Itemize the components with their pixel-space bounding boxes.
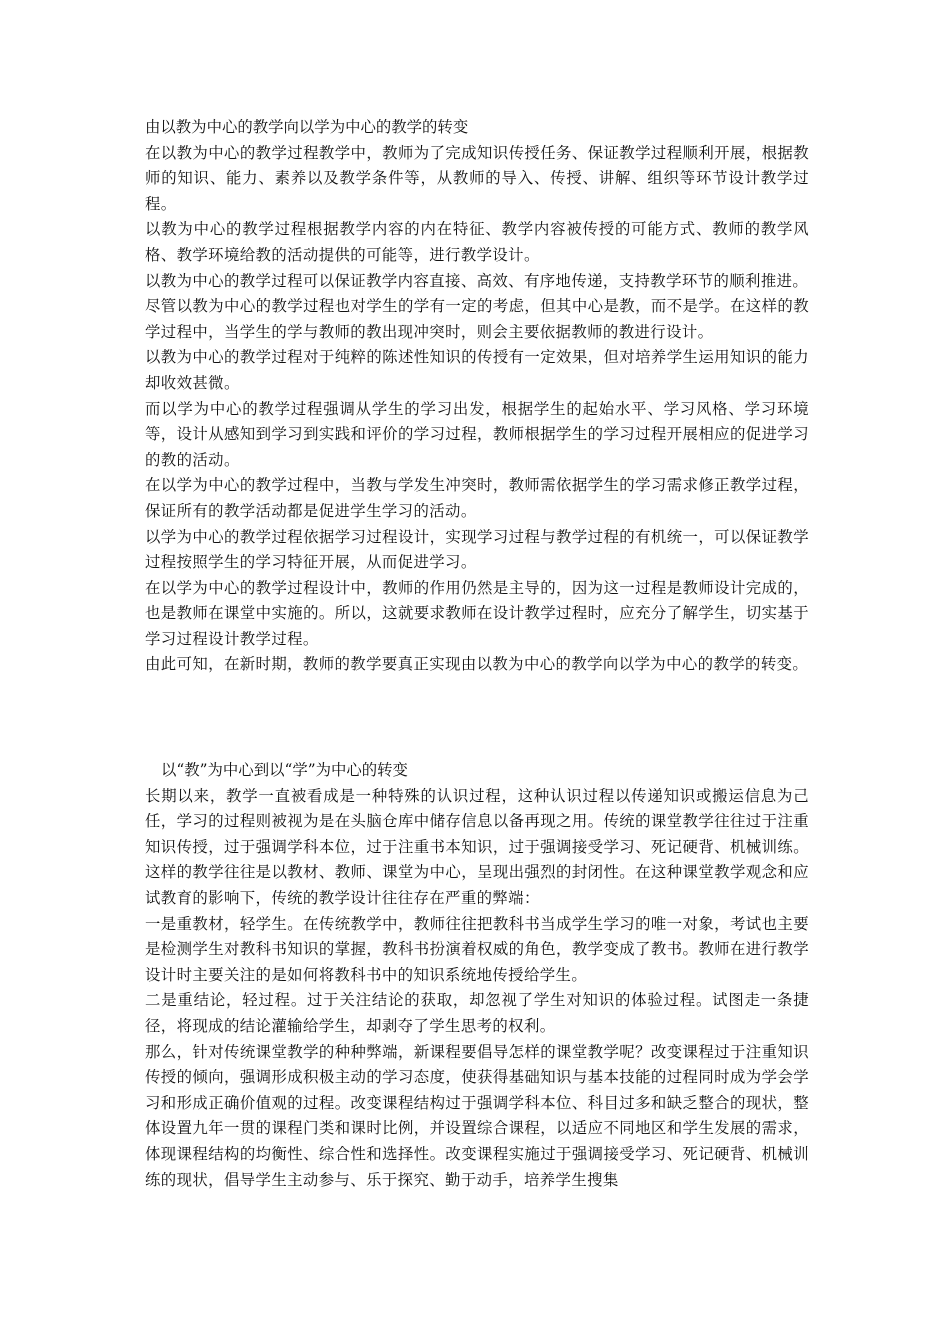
section1-paragraph-5: 以教为中心的教学过程对于纯粹的陈述性知识的传授有一定效果，但对培养学生运用知识的能力却收效甚微。 <box>145 348 809 392</box>
section1-paragraph-3: 以教为中心的教学过程可以保证教学内容直接、高效、有序地传递，支持教学环节的顺利推进。 <box>145 271 809 290</box>
section1-paragraph-6: 而以学为中心的教学过程强调从学生的学习出发，根据学生的起始水平、学习风格、学习环境等，设计从感知到学习到实践和评价的学习过程，教师根据学生的学习过程开展相应的促进学习的教的活动。 <box>145 399 809 469</box>
section1-paragraph-7: 在以学为中心的教学过程中，当教与学发生冲突时，教师需依据学生的学习需求修正教学过程，保证所有的教学活动都是促进学生学习的活动。 <box>145 476 809 520</box>
section1-paragraph-2: 以教为中心的教学过程根据教学内容的内在特征、教学内容被传授的可能方式、教师的教学风格、教学环境给教的活动提供的可能等，进行教学设计。 <box>145 220 809 264</box>
section2-paragraph-4: 那么，针对传统课堂教学的种种弊端，新课程要倡导怎样的课堂教学呢？改变课程过于注重知识传授的倾向，强调形成积极主动的学习态度，使获得基础知识与基本技能的过程同时成为学会学习和形成正确价值观的过程。改变课程结构过于强调学科本位、科目过多和缺乏整合的现状，整体设置九年一贯的课程门类和课时比例，并设置综合课程，以适应不同地区和学生发展的需求，体现课程结构的均衡性、综合性和选择性。改变课程实施过于强调接受学习、死记硬背、机械训练的现状，倡导学生主动参与、乐于探究、勤于动手，培养学生搜集 <box>145 1042 809 1189</box>
section1-paragraph-9: 在以学为中心的教学过程设计中，教师的作用仍然是主导的，因为这一过程是教师设计完成的，也是教师在课堂中实施的。所以，这就要求教师在设计教学过程时，应充分了解学生，切实基于学习过程设计教学过程。 <box>145 578 809 648</box>
section-spacer <box>145 678 809 758</box>
section1-paragraph-4: 尽管以教为中心的教学过程也对学生的学有一定的考虑，但其中心是教，而不是学。在这样的教学过程中，当学生的学与教师的教出现冲突时，则会主要依据教师的教进行设计。 <box>145 297 809 341</box>
document-page <box>145 115 809 1193</box>
section2-title: 以“教”为中心到以“学”为中心的转变 <box>161 761 408 780</box>
section1-title: 由以教为中心的教学向以学为中心的教学的转变 <box>145 118 469 136</box>
section2-paragraph-1: 长期以来，教学一直被看成是一种特殊的认识过程，这种认识过程以传递知识或搬运信息为己任，学习的过程则被视为是在头脑仓库中储存信息以备再现之用。传统的课堂教学往往过于注重知识传授，过于强调学科本位，过于注重书本知识，过于强调接受学习、死记硬背、机械训练。这样的教学往往是以教材、教师、课堂为中心，呈现出强烈的封闭性。在这种课堂教学观念和应试教育的影响下，传统的教学设计往往存在严重的弊端： <box>145 786 809 908</box>
section1-paragraph-10: 由此可知，在新时期，教师的教学要真正实现由以教为中心的教学向以学为中心的教学的转变。 <box>145 655 809 674</box>
section2-paragraph-2: 一是重教材，轻学生。在传统教学中，教师往往把教科书当成学生学习的唯一对象，考试也主要是检测学生对教科书知识的掌握，教科书扮演着权威的角色，教学变成了教书。教师在进行教学设计时主要关注的是如何将教科书中的知识系统地传授给学生。 <box>145 914 809 984</box>
section1-paragraph-8: 以学为中心的教学过程依据学习过程设计，实现学习过程与教学过程的有机统一，可以保证教学过程按照学生的学习特征开展，从而促进学习。 <box>145 527 809 572</box>
section2-paragraph-3: 二是重结论，轻过程。过于关注结论的获取，却忽视了学生对知识的体验过程。试图走一条捷径，将现成的结论灌输给学生，却剥夺了学生思考的权利。 <box>145 991 809 1035</box>
section1-paragraph-1: 在以教为中心的教学过程教学中，教师为了完成知识传授任务、保证教学过程顺利开展，根据教师的知识、能力、素养以及教学条件等，从教师的导入、传授、讲解、组织等环节设计教学过程。 <box>145 143 809 213</box>
